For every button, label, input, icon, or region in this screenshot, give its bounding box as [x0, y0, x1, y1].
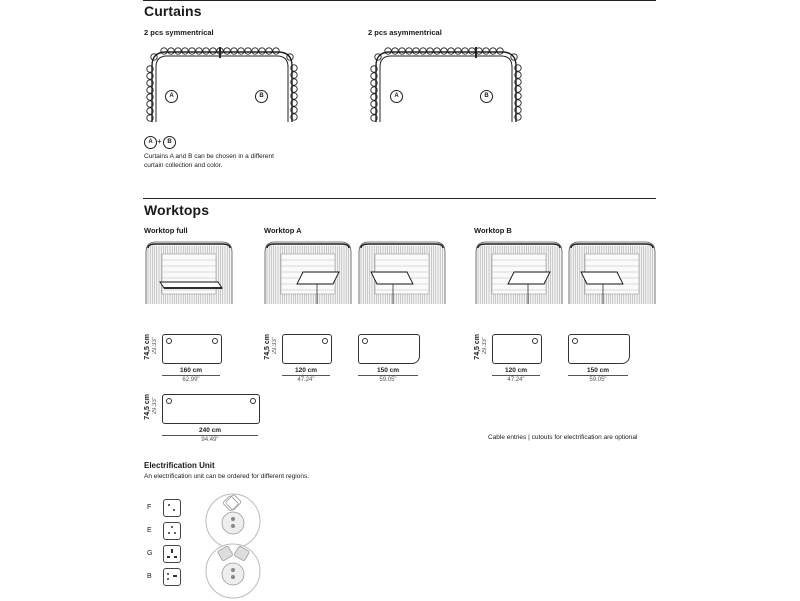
worktop-b-120-width-in: 47.24" [507, 377, 525, 383]
worktop-a-150-top [358, 334, 420, 364]
legend-a-letter: A [148, 139, 153, 145]
worktops-title: Worktops [144, 202, 210, 218]
curtain-a-letter: A [169, 93, 174, 99]
curtains-note-line2: curtain collection and color. [144, 162, 223, 169]
worktop-240-width-in: 94.49" [201, 437, 219, 443]
region-b-label: B [147, 573, 152, 580]
worktop-a-height-in: 29.33" [272, 337, 278, 355]
worktop-160-width: 160 cm [179, 367, 203, 374]
dim-line-160 [162, 375, 220, 376]
worktop-a-150-width-in: 59.05" [379, 377, 397, 383]
cable-entry-left [572, 338, 578, 344]
cable-entries-note: Cable entries | cutouts for electrification are optional [488, 434, 638, 441]
worktop-full-160-height: 74,5 cm [144, 334, 151, 360]
socket-f-icon [163, 499, 181, 517]
electrification-subtitle: An electrification unit can be ordered for different regions. [144, 473, 310, 480]
worktop-160-width-in: 62.99" [182, 377, 200, 383]
curtains-symmetrical-label: 2 pcs symmentrical [144, 28, 214, 37]
curtain-b-letter-asym: B [484, 93, 489, 99]
dim-line-a-150 [358, 375, 418, 376]
curtain-b-marker [255, 90, 268, 103]
worktop-b-booth-left-icon [474, 238, 564, 308]
cable-entry-right [532, 338, 538, 344]
region-f-label: F [147, 504, 152, 511]
power-unit-round-icon-2 [203, 541, 263, 601]
legend-a-marker [144, 136, 157, 149]
worktop-b-booth-right-icon [567, 238, 657, 308]
worktop-a-120-top [282, 334, 332, 364]
cable-entry-right [322, 338, 328, 344]
worktop-160-top [162, 334, 222, 364]
curtain-b-marker-asym [480, 90, 493, 103]
dim-line-b-120 [492, 375, 540, 376]
curtains-title: Curtains [144, 3, 202, 19]
region-e-label: E [147, 527, 152, 534]
cable-entry-left [362, 338, 368, 344]
cable-entry-right [212, 338, 218, 344]
worktop-full-160-height-in: 29.33" [152, 337, 158, 355]
worktop-b-150-top [568, 334, 630, 364]
curtain-a-marker-asym [390, 90, 403, 103]
worktop-a-booth-right-icon [357, 238, 447, 308]
curtain-a-letter-asym: A [394, 93, 399, 99]
socket-g-icon [163, 545, 181, 563]
worktop-b-label: Worktop B [474, 226, 512, 235]
worktop-a-label: Worktop A [264, 226, 302, 235]
worktop-b-150-width: 150 cm [586, 367, 610, 374]
worktop-a-booth-left-icon [263, 238, 353, 308]
cable-entry-left [166, 338, 172, 344]
legend-b-letter: B [167, 139, 172, 145]
worktop-b-height-in: 29.33" [482, 337, 488, 355]
worktop-b-150-width-in: 59.05" [589, 377, 607, 383]
legend-plus: + [157, 137, 162, 146]
worktop-240-top [162, 394, 260, 424]
curtains-asymmetrical-label: 2 pcs asymmentrical [368, 28, 442, 37]
cable-entry-left [166, 398, 172, 404]
curtain-b-letter: B [259, 93, 264, 99]
region-g-label: G [147, 550, 153, 557]
worktop-full-240-height: 74,5 cm [144, 394, 151, 420]
curtain-symmetrical-icon [142, 38, 302, 128]
worktop-full-240-height-in: 29.33" [152, 397, 158, 415]
cable-entry-right [250, 398, 256, 404]
worktop-240-width: 240 cm [198, 427, 222, 434]
worktop-a-120-width: 120 cm [294, 367, 318, 374]
top-rule [143, 0, 656, 1]
worktop-a-height: 74,5 cm [264, 334, 271, 360]
dim-line-a-120 [282, 375, 330, 376]
dim-line-240 [162, 435, 258, 436]
worktop-b-120-width: 120 cm [504, 367, 528, 374]
curtain-a-marker [165, 90, 178, 103]
worktop-full-booth-icon [144, 238, 234, 308]
dim-line-b-150 [568, 375, 628, 376]
worktop-a-120-width-in: 47.24" [297, 377, 315, 383]
curtains-note-line1: Curtains A and B can be chosen in a different [144, 153, 274, 160]
worktop-b-120-top [492, 334, 542, 364]
worktop-a-150-width: 150 cm [376, 367, 400, 374]
worktop-b-height: 74,5 cm [474, 334, 481, 360]
legend-b-marker [163, 136, 176, 149]
electrification-title: Electrification Unit [144, 461, 215, 470]
worktops-rule [143, 198, 656, 199]
worktop-full-label: Worktop full [144, 226, 188, 235]
curtain-asymmetrical-icon [366, 38, 526, 128]
socket-e-icon [163, 522, 181, 540]
socket-b-icon [163, 568, 181, 586]
